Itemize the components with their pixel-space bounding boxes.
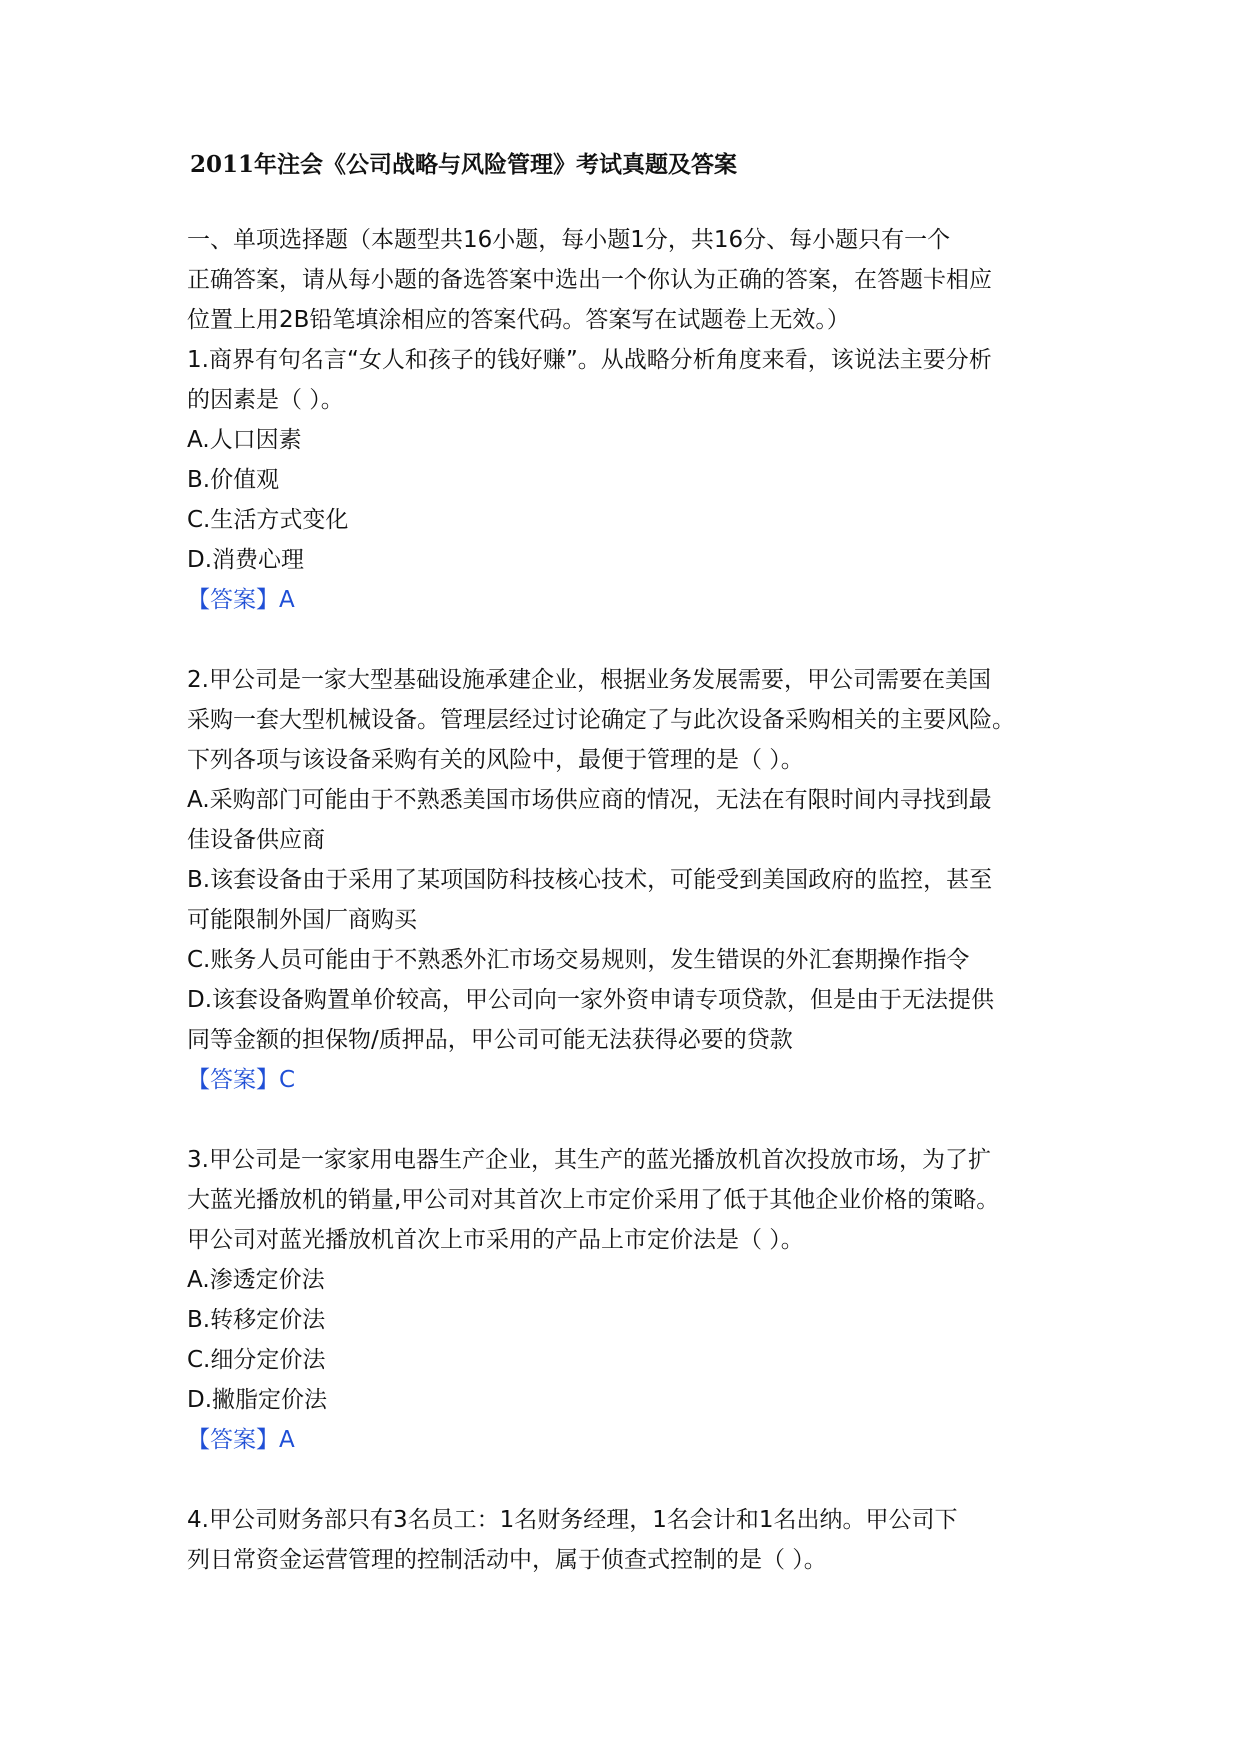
question-1 [187, 340, 1067, 620]
question-stem: 4.甲公司财务部只有3名员工：1名财务经理，1名会计和1名出纳。甲公司下 [187, 1507, 958, 1533]
option-b: B.该套设备由于采用了某项国防科技核心技术，可能受到美国政府的监控，甚至 [187, 867, 993, 893]
question-stem: 3.甲公司是一家家用电器生产企业，其生产的蓝光播放机首次投放市场，为了扩 [187, 1147, 991, 1173]
question-2 [187, 660, 1067, 1100]
document-title: 2011年注会《公司战略与风险管理》考试真题及答案 [190, 151, 738, 178]
option-c: C.账务人员可能由于不熟悉外汇市场交易规则，发生错误的外汇套期操作指令 [187, 947, 970, 973]
option-c: C.生活方式变化 [187, 507, 349, 533]
answer-line [187, 1420, 1067, 1460]
question-stem: 列日常资金运营管理的控制活动中，属于侦查式控制的是（ ）。 [187, 1547, 827, 1573]
option-a: A.采购部门可能由于不熟悉美国市场供应商的情况，无法在有限时间内寻找到最 [187, 787, 992, 813]
question-stem: 2.甲公司是一家大型基础设施承建企业，根据业务发展需要，甲公司需要在美国 [187, 667, 991, 693]
option-d: D.撇脂定价法 [187, 1387, 328, 1413]
option-d-cont: 同等金额的担保物/质押品，甲公司可能无法获得必要的贷款 [187, 1027, 793, 1053]
section-intro [187, 220, 1067, 340]
question-stem: 大蓝光播放机的销量,甲公司对其首次上市定价采用了低于其他企业价格的策略。 [187, 1187, 1000, 1213]
section-intro-line: 正确答案，请从每小题的备选答案中选出一个你认为正确的答案，在答题卡相应 [187, 267, 992, 293]
section-intro-line: 一、单项选择题（本题型共16小题，每小题1分，共16分、每小题只有一个 [187, 227, 951, 253]
question-3 [187, 1140, 1067, 1460]
option-b: B.价值观 [187, 467, 280, 493]
answer-line [187, 580, 1067, 620]
option-d: D.该套设备购置单价较高，甲公司向一家外资申请专项贷款，但是由于无法提供 [187, 987, 995, 1013]
option-b-cont: 可能限制外国厂商购买 [187, 907, 417, 933]
section-intro-line: 位置上用2B铅笔填涂相应的答案代码。答案写在试题卷上无效。） [187, 307, 850, 333]
answer-line [187, 1060, 1067, 1100]
option-a-cont: 佳设备供应商 [187, 827, 325, 853]
answer-value: C [279, 1067, 296, 1093]
option-a: A.人口因素 [187, 427, 302, 453]
option-b: B.转移定价法 [187, 1307, 326, 1333]
option-a: A.渗透定价法 [187, 1267, 325, 1293]
document-page [187, 150, 1067, 1620]
answer-tag: 【答案】 [187, 587, 279, 613]
question-stem: 下列各项与该设备采购有关的风险中，最便于管理的是（ ）。 [187, 747, 804, 773]
question-stem: 甲公司对蓝光播放机首次上市采用的产品上市定价法是（ ）。 [187, 1227, 804, 1253]
question-stem: 的因素是（ ）。 [187, 387, 344, 413]
answer-tag: 【答案】 [187, 1067, 279, 1093]
option-c: C.细分定价法 [187, 1347, 326, 1373]
answer-tag: 【答案】 [187, 1427, 279, 1453]
answer-value: A [279, 1427, 295, 1453]
question-4 [187, 1500, 1067, 1580]
question-stem: 采购一套大型机械设备。管理层经过讨论确定了与此次设备采购相关的主要风险。 [187, 707, 1015, 733]
answer-value: A [279, 587, 295, 613]
option-d: D.消费心理 [187, 547, 305, 573]
question-stem: 1.商界有句名言“女人和孩子的钱好赚”。从战略分析角度来看，该说法主要分析 [187, 347, 992, 373]
